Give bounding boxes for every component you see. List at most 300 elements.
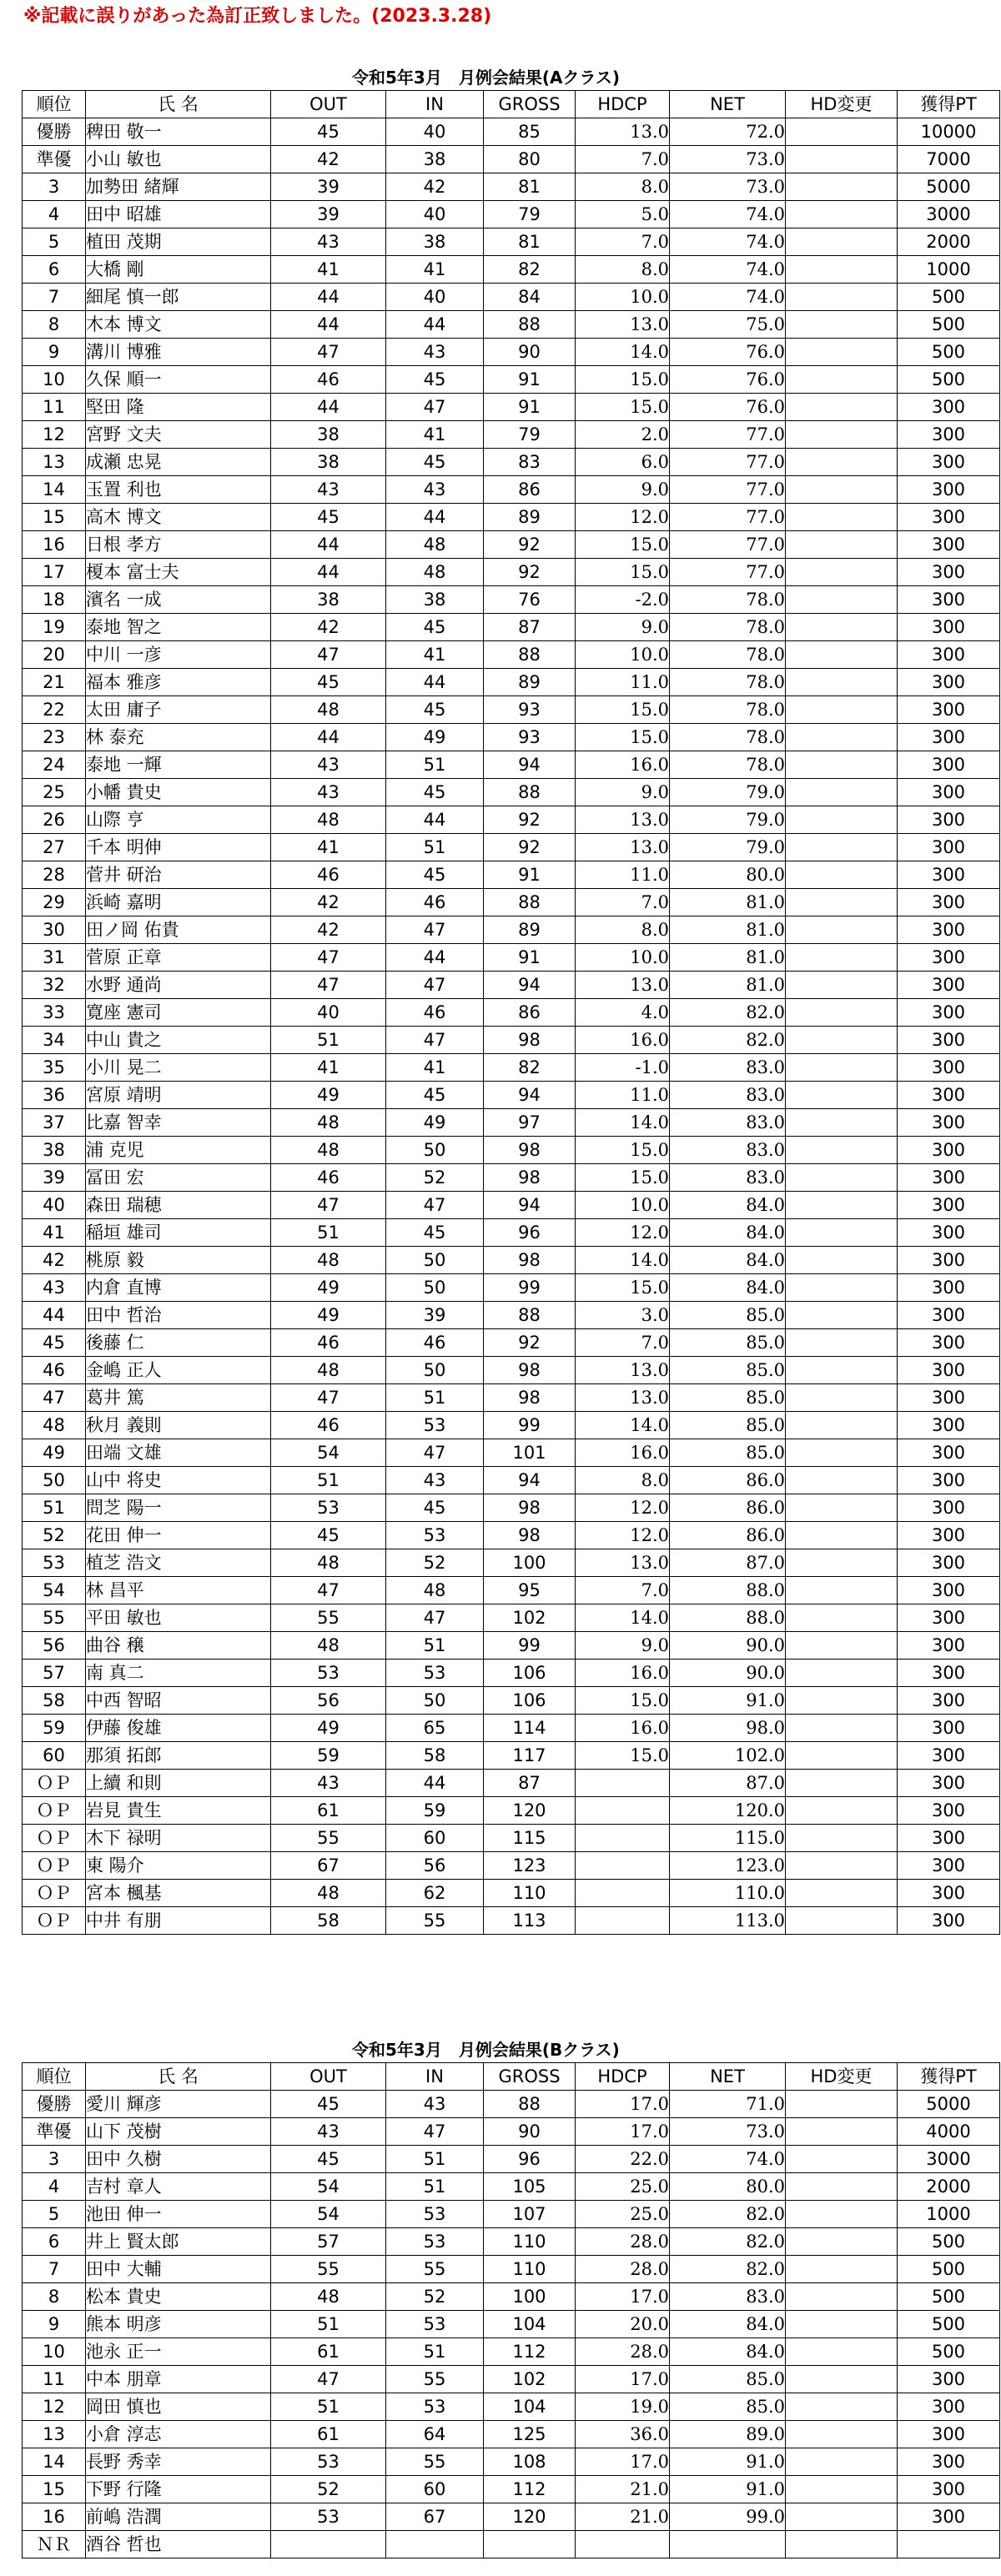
out-cell: 49 — [271, 1302, 386, 1329]
gross-cell: 91 — [484, 366, 576, 394]
hd-change-cell — [786, 1660, 898, 1687]
hdcp-cell: 5.0 — [576, 201, 670, 228]
hd-change-cell — [786, 751, 898, 779]
in-cell: 51 — [386, 834, 484, 861]
hd-change-cell — [786, 1027, 898, 1054]
hdcp-cell: 14.0 — [576, 1109, 670, 1137]
rank-cell: ＯＰ — [23, 1770, 86, 1797]
table-row — [23, 2338, 1000, 2366]
out-cell: 44 — [271, 724, 386, 751]
class-b-section — [22, 2037, 999, 2558]
gross-cell: 102 — [484, 2366, 576, 2393]
table-row — [23, 2531, 1000, 2558]
hdcp-cell: 7.0 — [576, 889, 670, 916]
in-cell: 47 — [386, 2118, 484, 2146]
in-cell: 39 — [386, 1302, 484, 1329]
in-cell: 53 — [386, 2228, 484, 2256]
hd-change-cell — [786, 916, 898, 944]
out-cell: 48 — [271, 1632, 386, 1660]
table-row — [23, 201, 1000, 228]
in-cell: 48 — [386, 1577, 484, 1604]
hd-change-cell — [786, 449, 898, 476]
hd-change-cell — [786, 118, 898, 146]
name-cell: 浦 克児 — [86, 1137, 271, 1164]
rank-cell: 36 — [23, 1082, 86, 1109]
gross-cell: 123 — [484, 1852, 576, 1880]
table-row — [23, 2091, 1000, 2118]
table-row — [23, 1109, 1000, 1137]
net-cell: 88.0 — [670, 1577, 786, 1604]
out-cell: 48 — [271, 806, 386, 834]
hdcp-cell: 2.0 — [576, 421, 670, 449]
in-cell: 47 — [386, 972, 484, 999]
name-cell: 松本 貴史 — [86, 2283, 271, 2311]
name-cell: 長野 秀幸 — [86, 2448, 271, 2476]
gross-cell: 106 — [484, 1660, 576, 1687]
name-cell: 福本 雅彦 — [86, 669, 271, 696]
name-cell: 葛井 篤 — [86, 1384, 271, 1412]
points-cell: 300 — [898, 1192, 1000, 1219]
hdcp-cell: 10.0 — [576, 1192, 670, 1219]
in-cell: 41 — [386, 421, 484, 449]
points-cell: 300 — [898, 1439, 1000, 1467]
table-row — [23, 1329, 1000, 1357]
name-cell: 小川 晃二 — [86, 1054, 271, 1082]
class-a-title: 令和5年3月 月例会結果(Aクラス) — [352, 68, 620, 88]
out-cell: 48 — [271, 1880, 386, 1907]
points-cell: 300 — [898, 724, 1000, 751]
hdcp-cell: 11.0 — [576, 861, 670, 889]
out-cell: 43 — [271, 228, 386, 256]
rank-cell: 10 — [23, 366, 86, 394]
net-cell: 81.0 — [670, 972, 786, 999]
name-cell: 榎本 富士夫 — [86, 559, 271, 586]
name-cell: 稗田 敬一 — [86, 118, 271, 146]
points-cell — [898, 2531, 1000, 2558]
points-cell: 300 — [898, 1082, 1000, 1109]
out-cell: 51 — [271, 1027, 386, 1054]
hd-change-cell — [786, 366, 898, 394]
out-cell: 38 — [271, 586, 386, 614]
in-cell: 51 — [386, 751, 484, 779]
points-cell: 300 — [898, 834, 1000, 861]
name-cell: 日根 孝方 — [86, 531, 271, 559]
net-cell: 84.0 — [670, 2338, 786, 2366]
points-cell: 1000 — [898, 2201, 1000, 2228]
in-cell: 58 — [386, 1742, 484, 1770]
rank-cell: 43 — [23, 1274, 86, 1302]
points-cell: 500 — [898, 284, 1000, 311]
rank-cell: 19 — [23, 614, 86, 641]
hd-change-cell — [786, 1467, 898, 1494]
rank-cell: 39 — [23, 1164, 86, 1192]
in-cell: 45 — [386, 614, 484, 641]
hdcp-cell: 15.0 — [576, 366, 670, 394]
gross-cell: 88 — [484, 311, 576, 339]
net-cell: 78.0 — [670, 696, 786, 724]
hd-change-cell — [786, 284, 898, 311]
in-cell: 49 — [386, 724, 484, 751]
out-cell: 49 — [271, 1715, 386, 1742]
table-row — [23, 1660, 1000, 1687]
points-cell: 300 — [898, 1494, 1000, 1522]
net-cell: 83.0 — [670, 1054, 786, 1082]
table-row — [23, 146, 1000, 173]
in-cell: 38 — [386, 228, 484, 256]
out-cell: 43 — [271, 751, 386, 779]
hdcp-cell — [576, 1770, 670, 1797]
net-cell: 75.0 — [670, 311, 786, 339]
rank-cell: 23 — [23, 724, 86, 751]
name-cell: 細尾 慎一郎 — [86, 284, 271, 311]
net-cell: 78.0 — [670, 641, 786, 669]
net-cell: 73.0 — [670, 173, 786, 201]
in-cell: 40 — [386, 284, 484, 311]
table-row — [23, 1137, 1000, 1164]
hd-change-cell — [786, 2421, 898, 2448]
gross-cell: 98 — [484, 1384, 576, 1412]
rank-cell: 24 — [23, 751, 86, 779]
points-cell: 10000 — [898, 118, 1000, 146]
net-cell: 90.0 — [670, 1632, 786, 1660]
out-cell: 48 — [271, 696, 386, 724]
hd-change-cell — [786, 1219, 898, 1247]
hdcp-cell: 16.0 — [576, 1027, 670, 1054]
out-cell: 43 — [271, 2118, 386, 2146]
table-row — [23, 586, 1000, 614]
net-cell: 79.0 — [670, 779, 786, 806]
out-cell: 47 — [271, 972, 386, 999]
net-cell: 84.0 — [670, 1274, 786, 1302]
name-cell: 田端 文雄 — [86, 1439, 271, 1467]
hdcp-cell: 25.0 — [576, 2201, 670, 2228]
name-cell: 久保 順一 — [86, 366, 271, 394]
points-cell: 300 — [898, 1770, 1000, 1797]
gross-cell: 84 — [484, 284, 576, 311]
out-cell: 55 — [271, 1825, 386, 1852]
gross-cell: 83 — [484, 449, 576, 476]
table-row — [23, 1412, 1000, 1439]
out-cell: 45 — [271, 2146, 386, 2173]
table-row — [23, 999, 1000, 1027]
hdcp-cell: 12.0 — [576, 1219, 670, 1247]
gross-cell: 89 — [484, 669, 576, 696]
hd-change-cell — [786, 1632, 898, 1660]
in-cell: 43 — [386, 1467, 484, 1494]
rank-cell: 3 — [23, 173, 86, 201]
out-cell: 47 — [271, 944, 386, 972]
gross-cell: 106 — [484, 1687, 576, 1715]
in-cell — [386, 2531, 484, 2558]
table-row — [23, 1467, 1000, 1494]
in-cell: 50 — [386, 1247, 484, 1274]
hd-change-cell — [786, 2448, 898, 2476]
net-cell: 77.0 — [670, 421, 786, 449]
in-cell: 59 — [386, 1797, 484, 1825]
points-cell: 300 — [898, 1742, 1000, 1770]
points-cell: 500 — [898, 2228, 1000, 2256]
name-cell: 上續 和則 — [86, 1770, 271, 1797]
rank-cell: 59 — [23, 1715, 86, 1742]
hd-change-cell — [786, 1549, 898, 1577]
gross-cell — [484, 2531, 576, 2558]
points-cell: 500 — [898, 311, 1000, 339]
points-cell: 300 — [898, 1687, 1000, 1715]
points-cell: 300 — [898, 1880, 1000, 1907]
table-row — [23, 476, 1000, 504]
out-cell: 48 — [271, 1109, 386, 1137]
net-cell: 71.0 — [670, 2091, 786, 2118]
out-cell: 46 — [271, 1329, 386, 1357]
in-cell: 44 — [386, 944, 484, 972]
points-cell: 3000 — [898, 201, 1000, 228]
net-cell: 76.0 — [670, 394, 786, 421]
class-a-section — [22, 65, 999, 1935]
gross-cell: 92 — [484, 834, 576, 861]
out-cell: 67 — [271, 1852, 386, 1880]
hd-change-cell — [786, 2146, 898, 2173]
net-cell: 91.0 — [670, 2448, 786, 2476]
in-cell: 60 — [386, 2476, 484, 2503]
in-cell: 67 — [386, 2503, 484, 2531]
table-row — [23, 1219, 1000, 1247]
gross-cell: 81 — [484, 173, 576, 201]
rank-cell: 28 — [23, 861, 86, 889]
gross-cell: 112 — [484, 2476, 576, 2503]
in-cell: 48 — [386, 531, 484, 559]
hdcp-cell: 21.0 — [576, 2476, 670, 2503]
out-cell: 42 — [271, 916, 386, 944]
hd-change-cell — [786, 339, 898, 366]
gross-cell: 107 — [484, 2201, 576, 2228]
out-cell: 46 — [271, 861, 386, 889]
hdcp-cell: 7.0 — [576, 1329, 670, 1357]
gross-cell: 81 — [484, 228, 576, 256]
name-cell: 小幡 貴史 — [86, 779, 271, 806]
table-row — [23, 1302, 1000, 1329]
in-cell: 48 — [386, 559, 484, 586]
hd-change-cell — [786, 173, 898, 201]
hd-change-cell — [786, 2531, 898, 2558]
in-cell: 51 — [386, 2173, 484, 2201]
net-cell: 74.0 — [670, 256, 786, 284]
gross-cell: 86 — [484, 476, 576, 504]
name-cell: 菅原 正章 — [86, 944, 271, 972]
header-gross: GROSS — [484, 91, 576, 118]
net-cell: 77.0 — [670, 476, 786, 504]
table-row — [23, 1549, 1000, 1577]
in-cell: 49 — [386, 1109, 484, 1137]
rank-cell: 優勝 — [23, 2091, 86, 2118]
hd-change-cell — [786, 1522, 898, 1549]
name-cell: 池田 伸一 — [86, 2201, 271, 2228]
net-cell: 80.0 — [670, 2173, 786, 2201]
hdcp-cell — [576, 2531, 670, 2558]
gross-cell: 115 — [484, 1825, 576, 1852]
out-cell: 47 — [271, 1384, 386, 1412]
gross-cell: 104 — [484, 2311, 576, 2338]
points-cell: 500 — [898, 366, 1000, 394]
points-cell: 300 — [898, 1027, 1000, 1054]
net-cell: 76.0 — [670, 366, 786, 394]
gross-cell: 98 — [484, 1164, 576, 1192]
hdcp-cell: 7.0 — [576, 1577, 670, 1604]
table-row — [23, 861, 1000, 889]
in-cell: 43 — [386, 476, 484, 504]
net-cell: 85.0 — [670, 2366, 786, 2393]
rank-cell: 30 — [23, 916, 86, 944]
name-cell: 田中 哲治 — [86, 1302, 271, 1329]
table-row — [23, 1797, 1000, 1825]
net-cell: 78.0 — [670, 614, 786, 641]
points-cell: 300 — [898, 586, 1000, 614]
class-a-rows — [23, 118, 1000, 1935]
table-row — [23, 1577, 1000, 1604]
table-row — [23, 944, 1000, 972]
hd-change-cell — [786, 2173, 898, 2201]
points-cell: 7000 — [898, 146, 1000, 173]
points-cell: 1000 — [898, 256, 1000, 284]
out-cell: 45 — [271, 1522, 386, 1549]
name-cell: 後藤 仁 — [86, 1329, 271, 1357]
net-cell: 76.0 — [670, 339, 786, 366]
name-cell: 酒谷 哲也 — [86, 2531, 271, 2558]
in-cell: 53 — [386, 2201, 484, 2228]
rank-cell: 38 — [23, 1137, 86, 1164]
net-cell: 78.0 — [670, 669, 786, 696]
points-cell: 300 — [898, 1274, 1000, 1302]
name-cell: 泰地 智之 — [86, 614, 271, 641]
hd-change-cell — [786, 2228, 898, 2256]
hdcp-cell: 21.0 — [576, 2503, 670, 2531]
name-cell: 泰地 一輝 — [86, 751, 271, 779]
rank-cell: 13 — [23, 449, 86, 476]
table-row — [23, 311, 1000, 339]
in-cell: 65 — [386, 1715, 484, 1742]
table-row — [23, 1054, 1000, 1082]
hd-change-cell — [786, 641, 898, 669]
points-cell: 300 — [898, 999, 1000, 1027]
out-cell: 58 — [271, 1907, 386, 1935]
gross-cell: 88 — [484, 2091, 576, 2118]
points-cell: 300 — [898, 1302, 1000, 1329]
gross-cell: 114 — [484, 1715, 576, 1742]
rank-cell: ＯＰ — [23, 1852, 86, 1880]
points-cell: 300 — [898, 2366, 1000, 2393]
table-row — [23, 1494, 1000, 1522]
table-row — [23, 641, 1000, 669]
hdcp-cell: 10.0 — [576, 641, 670, 669]
gross-cell: 82 — [484, 1054, 576, 1082]
gross-cell: 90 — [484, 339, 576, 366]
hd-change-cell — [786, 2091, 898, 2118]
points-cell: 300 — [898, 1109, 1000, 1137]
hd-change-cell — [786, 2201, 898, 2228]
rank-cell: 準優 — [23, 146, 86, 173]
out-cell: 44 — [271, 284, 386, 311]
out-cell: 54 — [271, 2201, 386, 2228]
rank-cell: 14 — [23, 476, 86, 504]
hd-change-cell — [786, 2366, 898, 2393]
in-cell: 44 — [386, 669, 484, 696]
table-row — [23, 779, 1000, 806]
in-cell: 53 — [386, 2393, 484, 2421]
name-cell: 池永 正一 — [86, 2338, 271, 2366]
name-cell: 宮本 楓基 — [86, 1880, 271, 1907]
out-cell: 46 — [271, 366, 386, 394]
header-rank: 順位 — [23, 2063, 86, 2091]
table-row — [23, 1770, 1000, 1797]
name-cell: 高木 博文 — [86, 504, 271, 531]
rank-cell: 16 — [23, 531, 86, 559]
in-cell: 44 — [386, 806, 484, 834]
gross-cell: 100 — [484, 1549, 576, 1577]
rank-cell: 50 — [23, 1467, 86, 1494]
net-cell: 78.0 — [670, 724, 786, 751]
net-cell: 82.0 — [670, 999, 786, 1027]
name-cell: 稲垣 雄司 — [86, 1219, 271, 1247]
header-gross: GROSS — [484, 2063, 576, 2091]
hd-change-cell — [786, 1054, 898, 1082]
in-cell: 55 — [386, 2448, 484, 2476]
out-cell: 39 — [271, 201, 386, 228]
hd-change-cell — [786, 311, 898, 339]
rank-cell: 42 — [23, 1247, 86, 1274]
table-row — [23, 284, 1000, 311]
out-cell: 61 — [271, 2421, 386, 2448]
table-row — [23, 2448, 1000, 2476]
out-cell: 44 — [271, 311, 386, 339]
hd-change-cell — [786, 2311, 898, 2338]
gross-cell: 82 — [484, 256, 576, 284]
out-cell: 51 — [271, 2311, 386, 2338]
points-cell: 300 — [898, 1329, 1000, 1357]
gross-cell: 96 — [484, 1219, 576, 1247]
net-cell: 84.0 — [670, 2311, 786, 2338]
points-cell: 300 — [898, 476, 1000, 504]
net-cell: 82.0 — [670, 2256, 786, 2283]
net-cell: 113.0 — [670, 1907, 786, 1935]
table-row — [23, 1384, 1000, 1412]
name-cell: 植田 茂期 — [86, 228, 271, 256]
hd-change-cell — [786, 779, 898, 806]
table-row — [23, 614, 1000, 641]
gross-cell: 92 — [484, 559, 576, 586]
hdcp-cell: 13.0 — [576, 834, 670, 861]
name-cell: 成瀬 忠晃 — [86, 449, 271, 476]
gross-cell: 110 — [484, 2256, 576, 2283]
hdcp-cell: 11.0 — [576, 669, 670, 696]
name-cell: 小倉 淳志 — [86, 2421, 271, 2448]
table-row — [23, 256, 1000, 284]
in-cell: 50 — [386, 1274, 484, 1302]
rank-cell: 33 — [23, 999, 86, 1027]
in-cell: 47 — [386, 916, 484, 944]
out-cell: 51 — [271, 2393, 386, 2421]
net-cell: 102.0 — [670, 1742, 786, 1770]
table-row — [23, 2228, 1000, 2256]
in-cell: 45 — [386, 1219, 484, 1247]
points-cell: 500 — [898, 339, 1000, 366]
in-cell: 50 — [386, 1687, 484, 1715]
out-cell: 44 — [271, 531, 386, 559]
gross-cell: 91 — [484, 944, 576, 972]
rank-cell: 4 — [23, 2173, 86, 2201]
rank-cell: 10 — [23, 2338, 86, 2366]
rank-cell: 12 — [23, 421, 86, 449]
net-cell: 85.0 — [670, 1384, 786, 1412]
hdcp-cell: 36.0 — [576, 2421, 670, 2448]
